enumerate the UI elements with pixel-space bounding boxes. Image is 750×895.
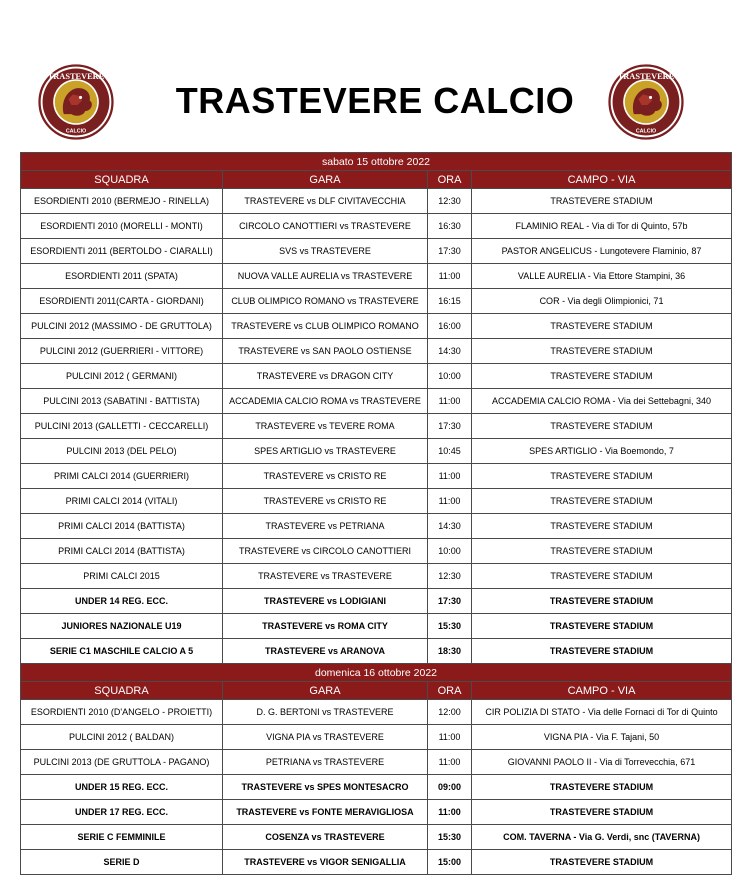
- cell-squadra: PULCINI 2013 (DE GRUTTOLA - PAGANO): [21, 750, 223, 775]
- column-header-ora: ORA: [428, 682, 472, 700]
- cell-squadra: PULCINI 2012 ( BALDAN): [21, 725, 223, 750]
- cell-squadra: PULCINI 2013 (GALLETTI - CECCARELLI): [21, 414, 223, 439]
- cell-gara: NUOVA VALLE AURELIA vs TRASTEVERE: [223, 264, 428, 289]
- cell-gara: COSENZA vs TRASTEVERE: [223, 825, 428, 850]
- table-row: [21, 539, 732, 564]
- table-row: [21, 489, 732, 514]
- cell-campo: FLAMINIO REAL - Via di Tor di Quinto, 57b: [472, 214, 732, 239]
- cell-ora: 11:00: [428, 264, 472, 289]
- table-row: [21, 189, 732, 214]
- column-header-squadra: SQUADRA: [21, 682, 223, 700]
- table-row: [21, 800, 732, 825]
- cell-ora: 10:00: [428, 364, 472, 389]
- cell-campo: TRASTEVERE STADIUM: [472, 564, 732, 589]
- table-row: [21, 464, 732, 489]
- cell-squadra: ESORDIENTI 2011(CARTA - GIORDANI): [21, 289, 223, 314]
- cell-squadra: PULCINI 2012 (MASSIMO - DE GRUTTOLA): [21, 314, 223, 339]
- club-logo-right: [608, 64, 684, 140]
- cell-squadra: PULCINI 2012 (GUERRIERI - VITTORE): [21, 339, 223, 364]
- cell-campo: TRASTEVERE STADIUM: [472, 189, 732, 214]
- cell-gara: SPES ARTIGLIO vs TRASTEVERE: [223, 439, 428, 464]
- cell-squadra: ESORDIENTI 2010 (BERMEJO - RINELLA): [21, 189, 223, 214]
- cell-campo: TRASTEVERE STADIUM: [472, 514, 732, 539]
- cell-ora: 17:30: [428, 589, 472, 614]
- svg-text:CALCIO: CALCIO: [65, 128, 87, 135]
- column-header-campo: CAMPO - VIA: [472, 682, 732, 700]
- cell-campo: COM. TAVERNA - Via G. Verdi, snc (TAVERNA): [472, 825, 732, 850]
- cell-ora: 15:30: [428, 614, 472, 639]
- cell-ora: 16:00: [428, 314, 472, 339]
- cell-ora: 14:30: [428, 514, 472, 539]
- cell-ora: 11:00: [428, 389, 472, 414]
- table-row: [21, 339, 732, 364]
- day-label: domenica 16 ottobre 2022: [21, 664, 732, 682]
- cell-campo: TRASTEVERE STADIUM: [472, 589, 732, 614]
- column-header-campo: CAMPO - VIA: [472, 171, 732, 189]
- table-row: [21, 264, 732, 289]
- cell-campo: PASTOR ANGELICUS - Lungotevere Flaminio, 87: [472, 239, 732, 264]
- cell-campo: TRASTEVERE STADIUM: [472, 800, 732, 825]
- table-row: [21, 314, 732, 339]
- cell-ora: 12:30: [428, 189, 472, 214]
- day-label: sabato 15 ottobre 2022: [21, 153, 732, 171]
- cell-gara: TRASTEVERE vs SAN PAOLO OSTIENSE: [223, 339, 428, 364]
- cell-gara: SVS vs TRASTEVERE: [223, 239, 428, 264]
- cell-gara: TRASTEVERE vs FONTE MERAVIGLIOSA: [223, 800, 428, 825]
- cell-gara: CLUB OLIMPICO ROMANO vs TRASTEVERE: [223, 289, 428, 314]
- cell-ora: 17:30: [428, 414, 472, 439]
- cell-gara: TRASTEVERE vs CIRCOLO CANOTTIERI: [223, 539, 428, 564]
- table-row: [21, 289, 732, 314]
- cell-campo: TRASTEVERE STADIUM: [472, 364, 732, 389]
- column-header-row: [21, 682, 732, 700]
- cell-gara: ACCADEMIA CALCIO ROMA vs TRASTEVERE: [223, 389, 428, 414]
- cell-gara: PETRIANA vs TRASTEVERE: [223, 750, 428, 775]
- cell-campo: TRASTEVERE STADIUM: [472, 775, 732, 800]
- cell-ora: 15:30: [428, 825, 472, 850]
- cell-gara: VIGNA PIA vs TRASTEVERE: [223, 725, 428, 750]
- cell-ora: 14:30: [428, 339, 472, 364]
- cell-squadra: PRIMI CALCI 2014 (BATTISTA): [21, 514, 223, 539]
- cell-campo: TRASTEVERE STADIUM: [472, 339, 732, 364]
- table-row: [21, 614, 732, 639]
- cell-campo: VIGNA PIA - Via F. Tajani, 50: [472, 725, 732, 750]
- cell-campo: SPES ARTIGLIO - Via Boemondo, 7: [472, 439, 732, 464]
- cell-ora: 12:00: [428, 700, 472, 725]
- cell-squadra: UNDER 15 REG. ECC.: [21, 775, 223, 800]
- cell-campo: TRASTEVERE STADIUM: [472, 614, 732, 639]
- table-row: [21, 825, 732, 850]
- cell-gara: TRASTEVERE vs TRASTEVERE: [223, 564, 428, 589]
- table-row: [21, 239, 732, 264]
- cell-ora: 11:00: [428, 464, 472, 489]
- table-row: [21, 514, 732, 539]
- cell-ora: 11:00: [428, 800, 472, 825]
- cell-squadra: PULCINI 2013 (DEL PELO): [21, 439, 223, 464]
- cell-squadra: ESORDIENTI 2011 (SPATA): [21, 264, 223, 289]
- cell-campo: GIOVANNI PAOLO II - Via di Torrevecchia, 671: [472, 750, 732, 775]
- table-row: [21, 700, 732, 725]
- day-header-row: [21, 153, 732, 171]
- svg-text:TRASTEVERE: TRASTEVERE: [617, 72, 675, 82]
- cell-campo: TRASTEVERE STADIUM: [472, 489, 732, 514]
- table-row: [21, 414, 732, 439]
- table-row: [21, 364, 732, 389]
- cell-squadra: PRIMI CALCI 2014 (VITALI): [21, 489, 223, 514]
- table-row: [21, 564, 732, 589]
- cell-squadra: UNDER 14 REG. ECC.: [21, 589, 223, 614]
- cell-gara: TRASTEVERE vs CRISTO RE: [223, 464, 428, 489]
- cell-gara: D. G. BERTONI vs TRASTEVERE: [223, 700, 428, 725]
- cell-gara: TRASTEVERE vs CLUB OLIMPICO ROMANO: [223, 314, 428, 339]
- cell-campo: CIR POLIZIA DI STATO - Via delle Fornaci di Tor di Quinto: [472, 700, 732, 725]
- cell-ora: 11:00: [428, 750, 472, 775]
- column-header-ora: ORA: [428, 171, 472, 189]
- cell-campo: TRASTEVERE STADIUM: [472, 539, 732, 564]
- cell-campo: COR - Via degli Olimpionici, 71: [472, 289, 732, 314]
- cell-ora: 16:15: [428, 289, 472, 314]
- cell-squadra: SERIE D: [21, 850, 223, 875]
- cell-ora: 17:30: [428, 239, 472, 264]
- cell-squadra: PRIMI CALCI 2014 (GUERRIERI): [21, 464, 223, 489]
- cell-ora: 09:00: [428, 775, 472, 800]
- table-row: [21, 775, 732, 800]
- cell-campo: TRASTEVERE STADIUM: [472, 639, 732, 664]
- column-header-squadra: SQUADRA: [21, 171, 223, 189]
- cell-squadra: PRIMI CALCI 2014 (BATTISTA): [21, 539, 223, 564]
- cell-squadra: UNDER 17 REG. ECC.: [21, 800, 223, 825]
- cell-campo: ACCADEMIA CALCIO ROMA - Via dei Settebagni, 340: [472, 389, 732, 414]
- schedule-table: [20, 152, 732, 875]
- cell-ora: 11:00: [428, 489, 472, 514]
- cell-ora: 16:30: [428, 214, 472, 239]
- table-row: [21, 214, 732, 239]
- cell-squadra: ESORDIENTI 2010 (D'ANGELO - PROIETTI): [21, 700, 223, 725]
- cell-squadra: ESORDIENTI 2011 (BERTOLDO - CIARALLI): [21, 239, 223, 264]
- cell-squadra: PULCINI 2013 (SABATINI - BATTISTA): [21, 389, 223, 414]
- table-row: [21, 439, 732, 464]
- cell-squadra: ESORDIENTI 2010 (MORELLI - MONTI): [21, 214, 223, 239]
- column-header-gara: GARA: [223, 171, 428, 189]
- cell-gara: TRASTEVERE vs PETRIANA: [223, 514, 428, 539]
- table-row: [21, 725, 732, 750]
- cell-squadra: PRIMI CALCI 2015: [21, 564, 223, 589]
- cell-gara: TRASTEVERE vs DLF CIVITAVECCHIA: [223, 189, 428, 214]
- cell-gara: TRASTEVERE vs CRISTO RE: [223, 489, 428, 514]
- day-header-row: [21, 664, 732, 682]
- cell-campo: VALLE AURELIA - Via Ettore Stampini, 36: [472, 264, 732, 289]
- cell-ora: 11:00: [428, 725, 472, 750]
- table-row: [21, 750, 732, 775]
- cell-squadra: SERIE C1 MASCHILE CALCIO A 5: [21, 639, 223, 664]
- svg-text:TRASTEVERE: TRASTEVERE: [47, 72, 105, 82]
- svg-text:CALCIO: CALCIO: [635, 128, 657, 135]
- cell-ora: 10:00: [428, 539, 472, 564]
- cell-ora: 15:00: [428, 850, 472, 875]
- cell-squadra: JUNIORES NAZIONALE U19: [21, 614, 223, 639]
- cell-campo: TRASTEVERE STADIUM: [472, 414, 732, 439]
- cell-gara: TRASTEVERE vs DRAGON CITY: [223, 364, 428, 389]
- cell-campo: TRASTEVERE STADIUM: [472, 464, 732, 489]
- cell-ora: 18:30: [428, 639, 472, 664]
- cell-gara: TRASTEVERE vs ROMA CITY: [223, 614, 428, 639]
- cell-gara: TRASTEVERE vs TEVERE ROMA: [223, 414, 428, 439]
- cell-ora: 10:45: [428, 439, 472, 464]
- cell-campo: TRASTEVERE STADIUM: [472, 850, 732, 875]
- table-row: [21, 850, 732, 875]
- cell-gara: CIRCOLO CANOTTIERI vs TRASTEVERE: [223, 214, 428, 239]
- table-row: [21, 639, 732, 664]
- cell-gara: TRASTEVERE vs ARANOVA: [223, 639, 428, 664]
- column-header-row: [21, 171, 732, 189]
- cell-campo: TRASTEVERE STADIUM: [472, 314, 732, 339]
- cell-ora: 12:30: [428, 564, 472, 589]
- cell-squadra: PULCINI 2012 ( GERMANI): [21, 364, 223, 389]
- page-title: TRASTEVERE CALCIO: [175, 80, 575, 121]
- column-header-gara: GARA: [223, 682, 428, 700]
- cell-gara: TRASTEVERE vs SPES MONTESACRO: [223, 775, 428, 800]
- cell-squadra: SERIE C FEMMINILE: [21, 825, 223, 850]
- table-row: [21, 589, 732, 614]
- cell-gara: TRASTEVERE vs LODIGIANI: [223, 589, 428, 614]
- cell-gara: TRASTEVERE vs VIGOR SENIGALLIA: [223, 850, 428, 875]
- table-row: [21, 389, 732, 414]
